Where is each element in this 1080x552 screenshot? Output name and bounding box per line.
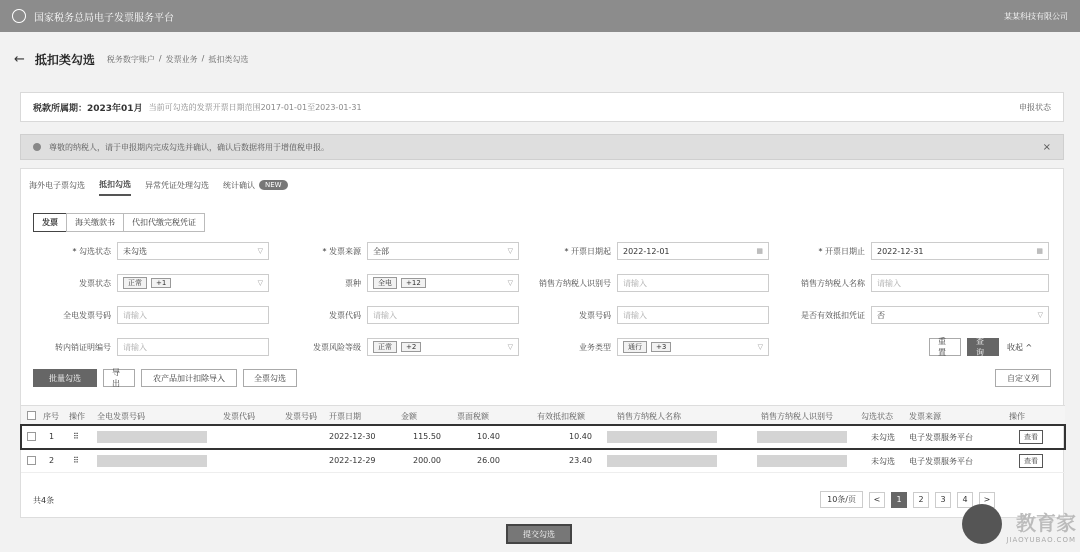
ticket-type-select[interactable]: 全电 +12 ▽	[367, 274, 519, 292]
query-button[interactable]: 查询	[967, 338, 999, 356]
tab-overseas[interactable]: 海外电子票勾选	[29, 181, 85, 190]
invoice-code-input[interactable]: 请输入	[367, 306, 519, 324]
chevron-down-icon: ▽	[257, 279, 263, 287]
page-button[interactable]: 3	[935, 492, 951, 508]
redacted-cell	[97, 431, 207, 443]
filter-invoice-code: 发票代码 请输入	[271, 305, 519, 325]
deductible-tax: 10.40	[569, 432, 592, 441]
row-index: 2	[49, 456, 55, 465]
export-button[interactable]: 导出	[103, 369, 135, 387]
page-button[interactable]: 2	[913, 492, 929, 508]
logo-icon	[12, 9, 26, 23]
subtab-invoice[interactable]: 发票	[33, 213, 67, 232]
breadcrumb-item[interactable]: 发票业务	[165, 54, 198, 64]
row-checkbox[interactable]	[27, 432, 36, 441]
total-count: 共4条	[33, 496, 55, 505]
chevron-down-icon: ▽	[507, 247, 513, 255]
page-size-select[interactable]: 10条/页	[820, 491, 863, 508]
reset-button[interactable]: 重置	[929, 338, 961, 356]
col-header: 发票号码	[285, 412, 317, 421]
breadcrumb-item: 抵扣类勾选	[208, 54, 249, 64]
import-button[interactable]: 农产品加计扣除导入	[141, 369, 237, 387]
close-icon[interactable]: ×	[1042, 141, 1051, 153]
table-footer	[21, 487, 1065, 511]
valid-voucher-select[interactable]: 否 ▽	[871, 306, 1049, 324]
filter-ticket-type: 票种 全电 +12 ▽	[271, 273, 519, 293]
invoice-source-select[interactable]: 全部 ▽	[367, 242, 519, 260]
filter-row	[21, 273, 1065, 293]
breadcrumb-bar	[0, 44, 1080, 74]
subtab-withholding[interactable]: 代扣代缴完税凭证	[123, 213, 205, 232]
prev-page-button[interactable]: <	[869, 492, 885, 508]
watermark-main: 教育家	[1016, 511, 1076, 535]
redacted-cell	[757, 455, 847, 467]
row-index: 1	[49, 432, 55, 441]
app-title: 国家税务总局电子发票服务平台	[34, 12, 174, 24]
col-header[interactable]: 有效抵扣税额	[537, 412, 585, 421]
filter-invoice-status: 发票状态 正常 +1 ▽	[21, 273, 269, 293]
subtab-bar	[33, 213, 204, 232]
row-checkbox[interactable]	[27, 456, 36, 465]
main-panel	[20, 168, 1064, 518]
collapse-link[interactable]: 收起 ^	[1007, 343, 1033, 352]
redacted-cell	[97, 455, 207, 467]
grid-icon[interactable]: ⠿	[73, 432, 79, 441]
tab-statistics[interactable]: 统计确认	[223, 181, 255, 190]
filter-export-cert: 转内销证明编号 请输入	[21, 337, 269, 357]
filter-check-status: * 勾选状态 未勾选 ▽	[21, 241, 269, 261]
invoice-tax: 26.00	[477, 456, 500, 465]
view-button[interactable]: 查看	[1019, 454, 1043, 468]
check-status: 未勾选	[871, 457, 895, 466]
filter-date-start: * 开票日期起 2022-12-01 ▦	[521, 241, 769, 261]
filter-valid-voucher: 是否有效抵扣凭证 否 ▽	[775, 305, 1049, 325]
submit-check-button[interactable]: 提交勾选	[506, 524, 572, 544]
tab-deduction[interactable]: 抵扣勾选	[99, 179, 131, 196]
filter-row	[21, 305, 1065, 325]
page-button[interactable]: 1	[891, 492, 907, 508]
invoice-status-select[interactable]: 正常 +1 ▽	[117, 274, 269, 292]
invoice-tax: 10.40	[477, 432, 500, 441]
check-status: 未勾选	[871, 433, 895, 442]
chevron-down-icon: ▽	[757, 343, 763, 351]
table-row[interactable]	[21, 425, 1065, 449]
chevron-down-icon: ▽	[507, 279, 513, 287]
e-invoice-no-input[interactable]: 请输入	[117, 306, 269, 324]
col-header: 操作	[69, 412, 85, 421]
tax-period-label: 税款所属期：2023年01月	[33, 103, 143, 114]
invoice-no-input[interactable]: 请输入	[617, 306, 769, 324]
declare-status-link[interactable]: 申报状态	[1019, 102, 1051, 112]
breadcrumb: 税务数字账户 / 发票业务 / 抵扣类勾选	[106, 53, 249, 64]
select-all-checkbox[interactable]	[27, 411, 36, 420]
info-icon	[33, 143, 41, 151]
invoice-amount: 115.50	[413, 432, 441, 441]
watermark	[962, 504, 1076, 544]
filter-e-invoice-no: 全电发票号码 请输入	[21, 305, 269, 325]
filter-risk-level: 发票风险等级 正常 +2 ▽	[271, 337, 519, 357]
tax-period-desc: 当前可勾选的发票开票日期范围2017-01-01至2023-01-31	[148, 102, 362, 112]
chevron-down-icon: ▽	[257, 247, 263, 255]
grid-icon[interactable]: ⠿	[73, 456, 79, 465]
next-page-button[interactable]: >	[979, 492, 995, 508]
redacted-cell	[607, 431, 717, 443]
export-cert-input[interactable]: 请输入	[117, 338, 269, 356]
notice-banner	[20, 134, 1064, 160]
filter-business-type: 业务类型 通行 +3 ▽	[521, 337, 769, 357]
redacted-cell	[757, 431, 847, 443]
notice-text: 尊敬的纳税人，请于申报期内完成勾选并确认，确认后数据将用于增值税申报。	[49, 142, 329, 152]
page-button[interactable]: 4	[957, 492, 973, 508]
redacted-cell	[607, 455, 717, 467]
date-start-input[interactable]: 2022-12-01 ▦	[617, 242, 769, 260]
col-header: 销售方纳税人识别号	[761, 412, 833, 421]
invoice-amount: 200.00	[413, 456, 441, 465]
table-row[interactable]	[21, 449, 1065, 473]
filter-row	[21, 241, 1065, 261]
tab-bar	[29, 179, 288, 196]
col-header: 发票来源	[909, 412, 941, 421]
col-header: 勾选状态	[861, 412, 893, 421]
watermark-sub: JIAOYUBAO.COM	[1006, 536, 1076, 544]
invoice-date: 2022-12-30	[329, 432, 376, 441]
page-title: 抵扣类勾选	[34, 52, 95, 67]
business-type-select[interactable]: 通行 +3 ▽	[617, 338, 769, 356]
select-all-button[interactable]: 全票勾选	[243, 369, 297, 387]
col-header: 操作	[1009, 412, 1025, 421]
avatar-icon	[962, 504, 1002, 544]
tax-period-bar	[20, 92, 1064, 122]
batch-check-button[interactable]: 批量勾选	[33, 369, 97, 387]
invoice-source: 电子发票服务平台	[909, 457, 973, 466]
date-end-input[interactable]: 2022-12-31 ▦	[871, 242, 1049, 260]
table-header	[21, 405, 1065, 425]
chevron-down-icon: ▽	[1037, 311, 1043, 319]
custom-columns-button[interactable]: 自定义列	[995, 369, 1051, 387]
filter-invoice-no: 发票号码 请输入	[521, 305, 769, 325]
col-header[interactable]: 开票日期	[329, 412, 361, 421]
arrow-left-icon[interactable]: ←	[14, 51, 25, 67]
deductible-tax: 23.40	[569, 456, 592, 465]
col-header: 序号	[43, 412, 59, 421]
filter-date-end: * 开票日期止 2022-12-31 ▦	[775, 241, 1049, 261]
col-header[interactable]: 全电发票号码	[97, 412, 145, 421]
top-bar	[0, 0, 1080, 32]
subtab-customs[interactable]: 海关缴款书	[66, 213, 124, 232]
col-header: 发票代码	[223, 412, 255, 421]
chevron-down-icon: ▽	[507, 343, 513, 351]
calendar-icon: ▦	[756, 247, 763, 255]
col-header[interactable]: 金额	[401, 412, 417, 421]
view-button[interactable]: 查看	[1019, 430, 1043, 444]
filter-invoice-source: * 发票来源 全部 ▽	[271, 241, 519, 261]
tab-abnormal[interactable]: 异常凭证处理勾选	[145, 181, 209, 190]
invoice-date: 2022-12-29	[329, 456, 376, 465]
invoice-source: 电子发票服务平台	[909, 433, 973, 442]
filter-row	[21, 337, 1065, 357]
risk-level-select[interactable]: 正常 +2 ▽	[367, 338, 519, 356]
user-name[interactable]: 某某科技有限公司	[1004, 11, 1068, 21]
col-header: 销售方纳税人名称	[617, 412, 681, 421]
check-status-select[interactable]: 未勾选 ▽	[117, 242, 269, 260]
filter-seller-name: 销售方纳税人名称 请输入	[775, 273, 1049, 293]
seller-name-input[interactable]: 请输入	[871, 274, 1049, 292]
col-header[interactable]: 票面税额	[457, 412, 489, 421]
invoice-table	[21, 405, 1065, 473]
new-badge: NEW	[259, 180, 288, 190]
filter-seller-id: 销售方纳税人识别号 请输入	[521, 273, 769, 293]
seller-id-input[interactable]: 请输入	[617, 274, 769, 292]
breadcrumb-item[interactable]: 税务数字账户	[106, 54, 155, 64]
calendar-icon: ▦	[1036, 247, 1043, 255]
